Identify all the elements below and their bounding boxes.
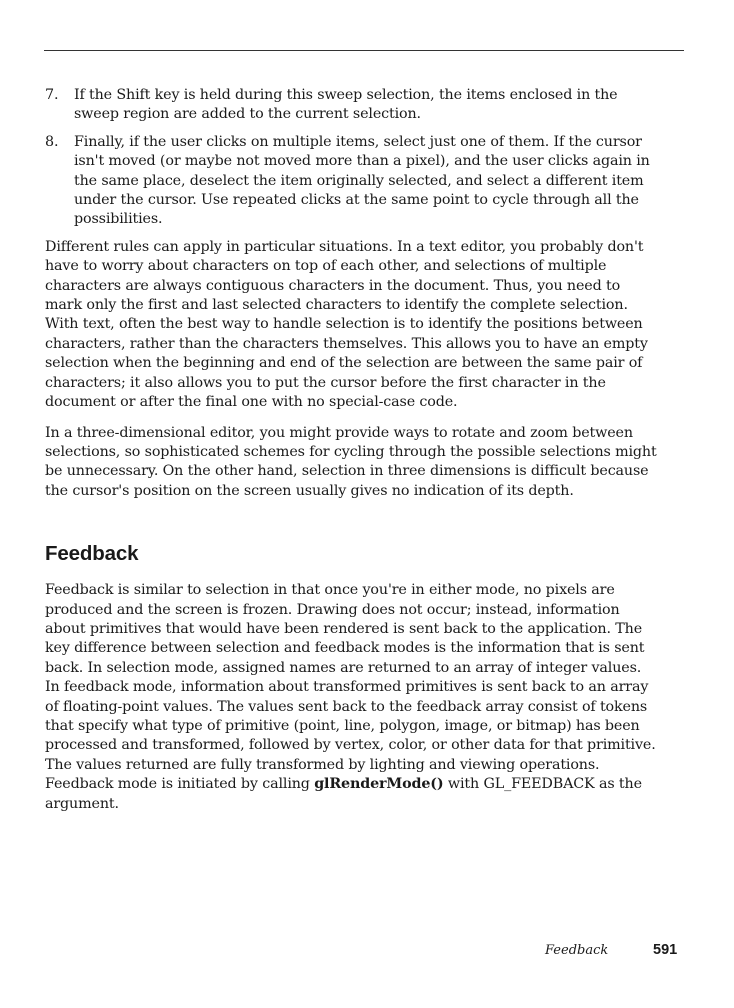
numbered-list [45,86,657,230]
running-footer-title: Feedback [545,943,609,958]
paragraph-3d-editor: In a three-dimensional editor, you might provide ways to rotate and zoom between selections, so sophisticated schemes for cycling through the possible selections might be unnecessary. On the other hand, selection in three dimensions is difficult because the cursor's position on the screen usually gives no indication of its depth. [45,424,657,499]
list-item-number: 8. [45,133,59,150]
function-name: glRenderMode() [314,776,444,793]
section-heading: Feedback [45,542,139,566]
paragraph-feedback [45,581,657,814]
header-rule [44,50,684,51]
list-item-number: 7. [45,87,59,103]
paragraph-text-editor-rules: Different rules can apply in particular situations. In a text editor, you probably don't have to worry about characters on top of each other, and selections of multiple characters are always contiguous characters in the document. Thus, you need to mark only the first and last selected characters to identify the complete selection. With text, often the best way to handle selection is to identify the positions between characters, rather than the characters themselves. This allows you to have an empty selection when the beginning and end of the selection are between the same pair of characters; it also allows you to put the cursor before the first character in the document or after the final one with no special-case code. [45,238,648,411]
list-item [45,133,657,230]
list-item-text: If the Shift key is held during this sweep selection, the items enclosed in the sweep region are added to the current selection. [74,87,618,123]
feedback-text: Feedback is similar to selection in that once you're in either mode, no pixels are produced and the screen is frozen. Drawing does not occur; instead, information about primitives that would have been rendered is sent back to the application. The key difference between selection and feedback modes is the information that is sent back. In selection mode, assigned names are returned to an array of integer values. In feedback mode, information about transformed primitives is sent back to an array of floating-point values. The values sent back to the feedback array consist of tokens that specify what type of primitive (point, line, polygon, image, or bitmap) has been processed and transformed, followed by vertex, color, or other data for that primitive. The values returned are fully transformed by lighting and viewing operations. Feedback mode is initiated by calling [45,582,656,793]
list-item [45,86,657,125]
page-body [45,86,657,825]
page-number: 591 [653,942,678,958]
feedback-text-end: with GL_FEEDBACK as the argument. [45,776,642,812]
list-item-text: Finally, if the user clicks on multiple items, select just one of them. If the cursor isn't moved (or maybe not moved more than a pixel), and the user clicks again in the same place, deselect the item originally selected, and select a different item under the cursor. Use repeated clicks at the same point to cycle through all the possibilities. [74,133,650,228]
